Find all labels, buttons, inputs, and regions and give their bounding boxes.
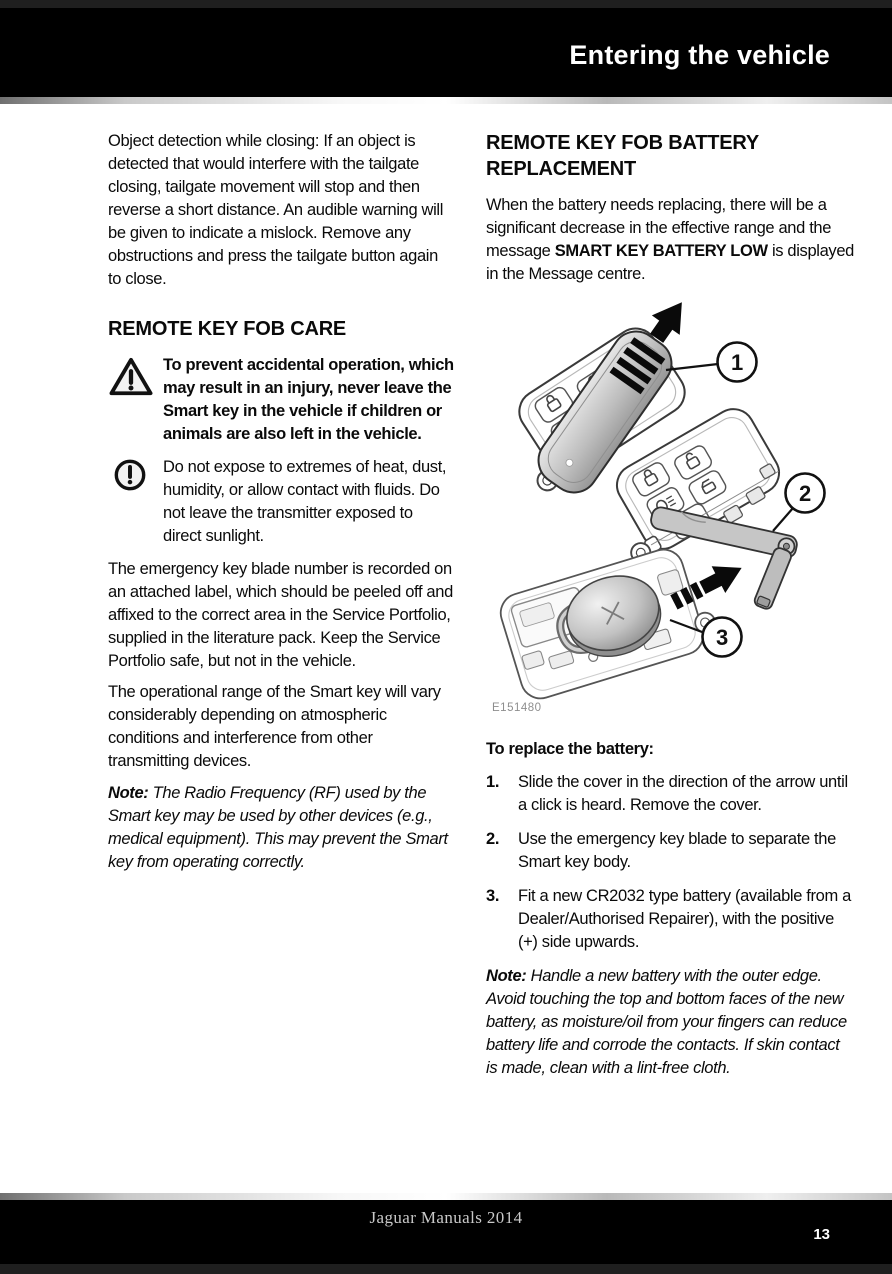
- key-blade-number-paragraph: The emergency key blade number is recorded on an attached label, which should be peeled off and affixed to the correct area in the Service Portfolio, supplied in the literature pack. Keep the Service Portfolio safe, but not in the vehicle.: [108, 560, 453, 670]
- step-number: 3.: [486, 887, 500, 905]
- caution-circle-icon: [108, 456, 163, 548]
- figure-callout-2: 2: [799, 481, 811, 506]
- step-number: 2.: [486, 830, 500, 848]
- rf-note: [108, 782, 454, 874]
- page-footer: [0, 1200, 892, 1264]
- right-column: [486, 130, 854, 1088]
- tailgate-object-detection-paragraph: Object detection while closing: If an object is detected that would interfere with the tailgate closing, tailgate movement will stop and then reverse a short distance. An audible warning will be given to indicate a mislock. Remove any obstructions and press the tailgate button again to close.: [108, 132, 444, 288]
- figure-id-label: E151480: [492, 702, 542, 714]
- key-fob-battery-figure: [480, 294, 860, 722]
- header-divider: [0, 97, 892, 104]
- step-1: [486, 771, 854, 817]
- page-title: Entering the vehicle: [569, 40, 830, 70]
- note-label: Note:: [486, 967, 527, 985]
- warning-triangle-icon: [108, 354, 163, 446]
- warning-text: To prevent accidental operation, which may result in an injury, never leave the Smart key in the vehicle if children or animals are also left in the vehicle.: [163, 356, 454, 443]
- battery-replacing-paragraph: [486, 194, 854, 286]
- left-column: [108, 130, 454, 882]
- caution-block: [108, 456, 454, 548]
- battery-handling-note: [486, 965, 854, 1080]
- step-3: [486, 885, 854, 954]
- page-number: 13: [813, 1226, 830, 1243]
- section-heading-key-fob-care: REMOTE KEY FOB CARE: [108, 318, 347, 340]
- footer-divider: [0, 1193, 892, 1200]
- fob-battery-illustration: [496, 541, 749, 704]
- smart-key-battery-low-message: SMART KEY BATTERY LOW: [554, 242, 768, 260]
- step-2: [486, 828, 854, 874]
- figure-callout-3: 3: [716, 625, 728, 650]
- note-text: Handle a new battery with the outer edge. Avoid touching the top and bottom faces of the new battery, as moisture/oil from your fingers can reduce battery life and corrode the contacts. If skin contact is made, clean with a lint-free cloth.: [486, 967, 847, 1077]
- page-bottom-border: [0, 1264, 892, 1274]
- operational-range-paragraph: The operational range of the Smart key will vary considerably depending on atmospheric conditions and interference from other transmitting devices.: [108, 683, 441, 770]
- replace-battery-steps-heading: To replace the battery:: [486, 740, 654, 758]
- warning-block: [108, 354, 454, 446]
- step-text: Use the emergency key blade to separate the Smart key body.: [518, 830, 836, 871]
- step-number: 1.: [486, 773, 500, 791]
- battery-paragraph-pre: When the battery needs replacing, there will be a significant decrease in the effective range and the message: [486, 196, 832, 260]
- battery-paragraph-post: is displayed in the Message centre.: [486, 242, 854, 283]
- note-label: Note:: [108, 784, 149, 802]
- footer-brand-text: Jaguar Manuals 2014: [369, 1208, 523, 1227]
- section-heading-battery-replacement: REMOTE KEY FOB BATTERY REPLACEMENT: [486, 132, 759, 180]
- figure-callout-1: 1: [731, 350, 743, 375]
- page-header: [0, 8, 892, 97]
- step-text: Slide the cover in the direction of the arrow until a click is heard. Remove the cover.: [518, 773, 848, 814]
- caution-text: Do not expose to extremes of heat, dust, humidity, or allow contact with fluids. Do not leave the transmitter exposed to direct sunlight.: [163, 458, 447, 545]
- note-text: The Radio Frequency (RF) used by the Smart key may be used by other devices (e.g., medical equipment). This may prevent the Smart key from operating correctly.: [108, 784, 448, 871]
- page-top-border: [0, 0, 892, 8]
- step-text: Fit a new CR2032 type battery (available from a Dealer/Authorised Repairer), with the positive (+) side upwards.: [518, 887, 851, 951]
